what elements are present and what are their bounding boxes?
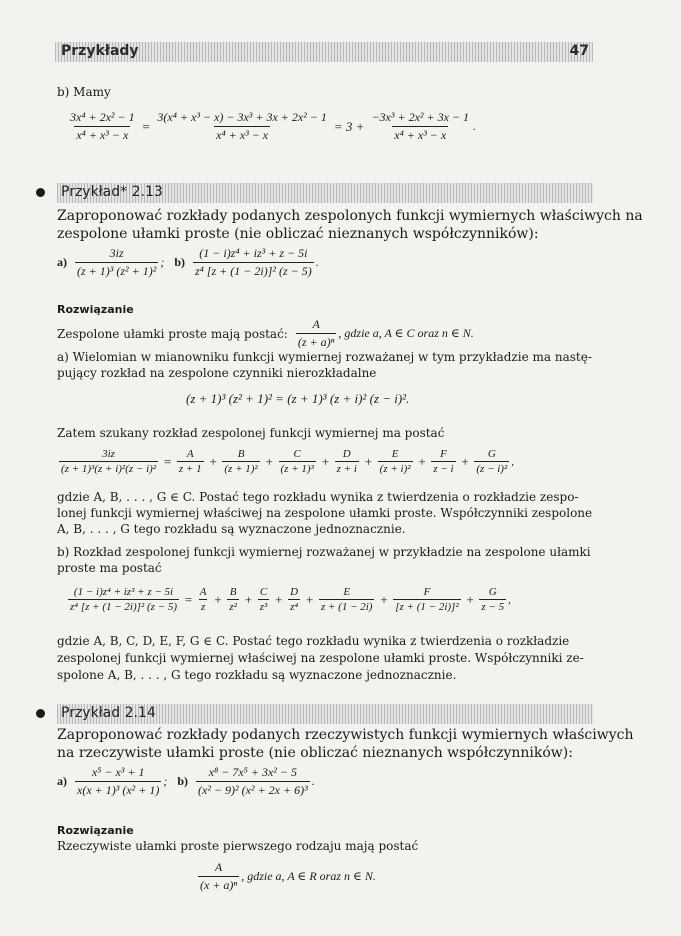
paragraph-line: spolone A, B, . . . , G tego rozkładu są wyznaczone jednoznacznie.: [57, 668, 457, 682]
task-text: na rzeczywiste ułamki proste (nie obliczać nieznanych współczynników):: [57, 745, 573, 761]
factorization-equation: (z + 1)³ (z² + 1)² = (z + 1)³ (z + i)² (z − i)².: [186, 391, 410, 406]
paragraph-line: lonej funkcji wymiernej właściwej na zespolone ułamki proste. Współczynniki zespolone: [57, 506, 593, 520]
paragraph-line: zespolonej funkcji wymiernej właściwej na zespolone ułamki proste. Współczynniki ze-: [57, 651, 584, 665]
task-text: zespolone ułamki proste (nie obliczać nieznanych współczynników):: [57, 226, 539, 242]
paragraph-line: gdzie A, B, C, D, E, F, G ∈ C. Postać tego rozkładu wynika z twierdzenia o rozkładzie: [57, 634, 570, 648]
paragraph-line: b) Rozkład zespolonej funkcji wymiernej rozważanej w przykładzie na zespolone ułamki: [57, 545, 591, 559]
paragraph-line: proste ma postać: [57, 561, 162, 575]
paragraph-line: pujący rozkład na zespolone czynniki nierozkładalne: [57, 366, 377, 380]
section-title: Przykład* 2.13: [61, 184, 163, 200]
fraction-term: $\frac{B}{\text{(z + 1)²}}$: [224, 448, 258, 475]
bullet-icon: [36, 709, 45, 718]
solution-heading: Rozwiązanie: [57, 824, 134, 837]
decomposition-equation-a: $\frac{3iz}{\text{(z + 1)³(z + i)²(z − i)²}}$ = $\frac{A}{z + 1}$ + $\frac{B}{\text{(z + 1)²}}$ + $\frac{C}{\text{(z + 1)³}}$ + $\frac{D}{z + i}$ + $\frac{E}{\text{(z + i)²}}$ + $\frac{F}{z - i}$ + $\frac{G}{\text{(z − i)²}}$ ,: [61, 448, 515, 475]
paragraph-line: Zatem szukany rozkład zespolonej funkcji wymiernej ma postać: [57, 426, 445, 440]
section-example-2-14: [57, 704, 593, 724]
decomposition-equation-b: $\frac{\text{(1 − i)z⁴ + iz³ + z − 5i}}{\text{z⁴ [z + (1 − 2i)]² (z − 5)}}$ = $\frac{A}{z}$ + $\frac{B}{\text{z²}}$ + $\frac{C}{\text{z³}}$ + $\frac{D}{\text{z⁴}}$ + $\frac{E}{z + (1 - 2i)}$ + $\frac{F}{\text{[z + (1 − 2i)]²}}$ + $\frac{G}{z - 5}$ ,: [70, 586, 511, 613]
task-items: a) $\frac{\text{x⁵ − x³ + 1}}{\text{x(x + 1)³ (x² + 1)}}$ ; b) $\frac{\text{x⁸ − 7x⁵ + 3x² − 5}}{\text{(x² − 9)² (x² + 2x + 6)³}}$ .: [57, 765, 315, 797]
paragraph-line: a) Wielomian w mianowniku funkcji wymiernej rozważanej w tym przykładzie ma nastę-: [57, 350, 592, 364]
fraction-term: $\frac{C}{\text{z³}}$: [259, 586, 268, 613]
header-title: Przykłady: [61, 43, 139, 59]
equation-b: $\frac{\text{3x⁴ + 2x² − 1}}{\text{x⁴ + x³ − x}}$ = $\frac{\text{3(x⁴ + x³ − x) − 3x³ + 3x + 2x² − 1}}{\text{x⁴ + x³ − x}}$ = 3 + $\frac{\text{−3x³ + 2x² + 3x − 1}}{\text{x⁴ + x³ − x}}$ .: [70, 110, 477, 142]
fraction-term: $\frac{F}{\text{[z + (1 − 2i)]²}}$: [395, 586, 459, 613]
section-example-2-13: [57, 183, 593, 203]
b-intro: b) Mamy: [57, 85, 111, 99]
solution-line: Zespolone ułamki proste mają postać: $\frac{A}{\text{(z + a)ⁿ}}$ , gdzie a, A ∈ C oraz n ∈ N.: [57, 317, 474, 349]
solution-heading: Rozwiązanie: [57, 303, 134, 316]
fraction-term: $\frac{D}{z + i}$: [336, 448, 357, 475]
fraction-term: $\frac{E}{\text{(z + i)²}}$: [379, 448, 411, 475]
fraction-term: $\frac{E}{z + (1 - 2i)}$: [320, 586, 373, 613]
solution-line: Rzeczywiste ułamki proste pierwszego rodzaju mają postać: [57, 839, 419, 853]
page-header: [55, 42, 593, 62]
page-number: 47: [569, 43, 589, 59]
task-text: Zaproponować rozkłady podanych zespolonych funkcji wymiernych właściwych na: [57, 208, 643, 224]
paragraph-line: A, B, . . . , G tego rozkładu są wyznaczone jednoznacznie.: [57, 522, 406, 536]
section-title: Przykład 2.14: [61, 705, 156, 721]
solution-formula: $\frac{A}{\text{(x + a)ⁿ}}$ , gdzie a, A ∈ R oraz n ∈ N.: [200, 860, 376, 892]
fraction-term: $\frac{F}{z - i}$: [433, 448, 454, 475]
fraction-term: $\frac{G}{\text{(z − i)²}}$: [476, 448, 508, 475]
fraction-term: $\frac{A}{z + 1}$: [178, 448, 202, 475]
fraction-term: $\frac{B}{\text{z²}}$: [229, 586, 237, 613]
fraction-term: $\frac{G}{z - 5}$: [481, 586, 505, 613]
fraction-term: $\frac{A}{z}$: [199, 586, 207, 613]
bullet-icon: [36, 188, 45, 197]
fraction-term: $\frac{D}{\text{z⁴}}$: [290, 586, 299, 613]
task-items: a) $\frac{3iz}{\text{(z + 1)³ (z² + 1)²}}$ ; b) $\frac{\text{(1 − i)z⁴ + iz³ + z − 5i}}{\text{z⁴ [z + (1 − 2i)]² (z − 5)}}$ .: [57, 246, 319, 278]
paragraph-line: gdzie A, B, . . . , G ∈ C. Postać tego rozkładu wynika z twierdzenia o rozkładzie zespo-: [57, 490, 579, 504]
fraction-term: $\frac{C}{\text{(z + 1)³}}$: [280, 448, 314, 475]
task-text: Zaproponować rozkłady podanych rzeczywistych funkcji wymiernych właściwych: [57, 727, 634, 743]
